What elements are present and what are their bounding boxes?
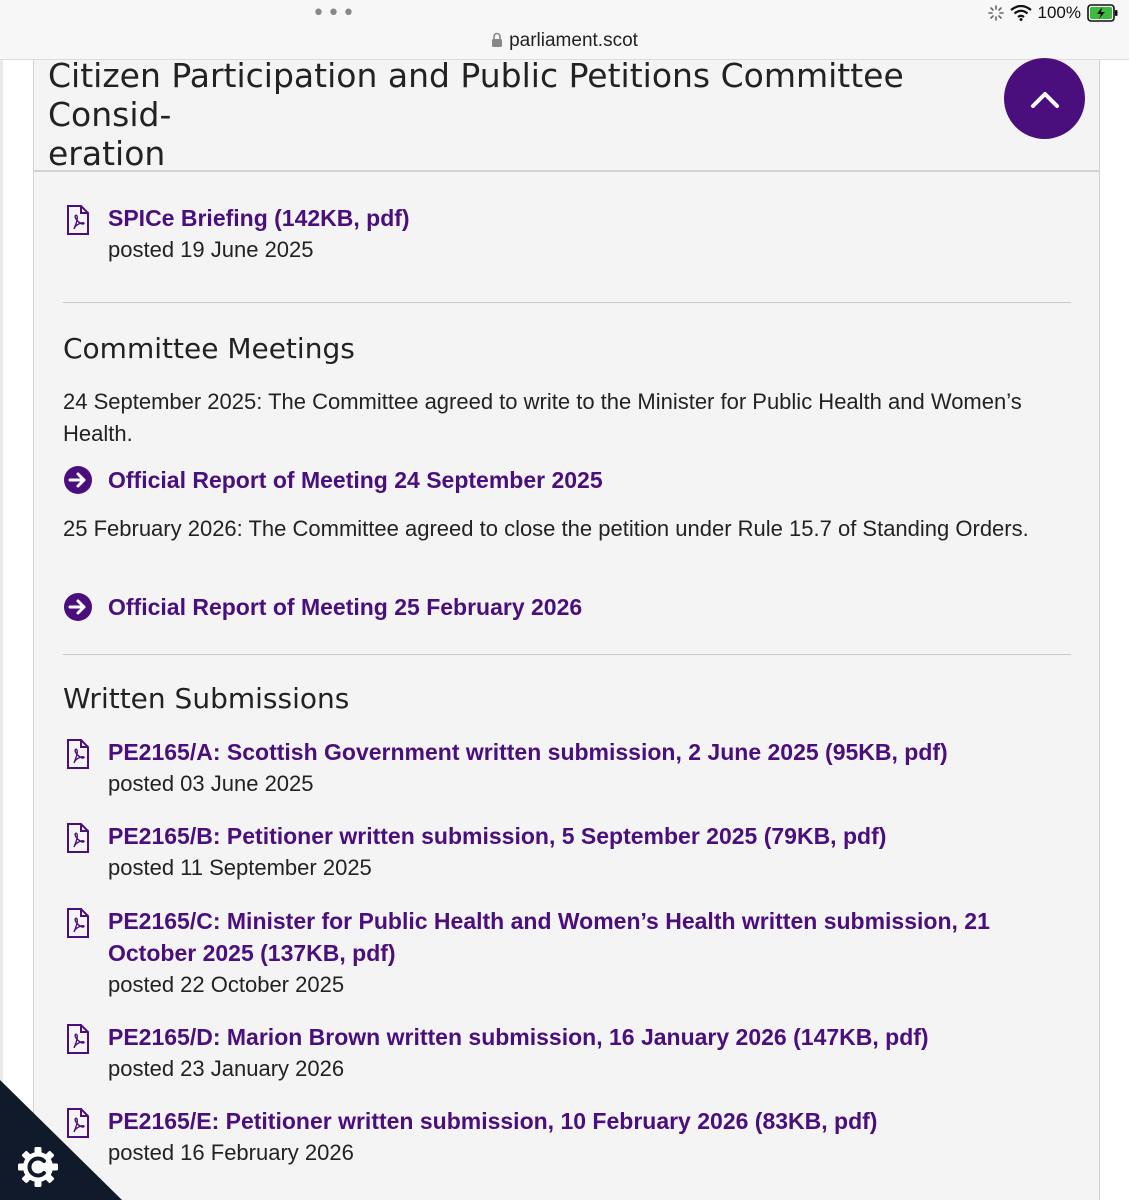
lock-icon: [491, 32, 503, 48]
posted-date: posted 03 June 2025: [108, 771, 314, 796]
posted-date: posted 11 September 2025: [108, 855, 372, 880]
activity-spinner-icon: [988, 5, 1004, 21]
posted-date: posted 23 January 2026: [108, 1056, 345, 1081]
submission-link[interactable]: PE2165/A: Scottish Government written submission, 2 June 2025 (95KB, pdf): [108, 739, 948, 765]
submission-link[interactable]: PE2165/C: Minister for Public Health and Women’s Health written submission, 21 October 2025 (137KB, pdf): [108, 908, 990, 966]
divider: [63, 654, 1071, 655]
briefing-link[interactable]: SPICe Briefing (142KB, pdf): [108, 205, 410, 231]
arrow-circle-right-icon: [63, 592, 93, 622]
submission-item: [63, 905, 1063, 1001]
submission-link[interactable]: PE2165/B: Petitioner written submission, 5 September 2025 (79KB, pdf): [108, 823, 887, 849]
chevron-up-icon: [1030, 89, 1060, 109]
posted-date: posted 19 June 2025: [108, 237, 314, 262]
pdf-icon: [66, 823, 90, 853]
pdf-icon: [66, 739, 90, 769]
pdf-icon: [66, 1024, 90, 1054]
official-report-link-row[interactable]: [63, 464, 1063, 498]
pdf-icon: [66, 205, 90, 235]
submission-item: [63, 820, 1063, 884]
cookie-settings-button[interactable]: [0, 1080, 122, 1200]
browser-menu-dots[interactable]: •••: [312, 1, 357, 26]
browser-status-bar: [0, 0, 1129, 60]
meeting-summary: 25 February 2026: The Committee agreed to close the petition under Rule 15.7 of Standing Orders.: [63, 516, 1029, 541]
submission-item: [63, 736, 1063, 800]
pdf-icon: [66, 908, 90, 938]
cookie-settings-icon: [18, 1147, 58, 1187]
submission-item: [63, 1021, 1063, 1085]
committee-meetings-heading: Committee Meetings: [63, 332, 355, 365]
submission-link[interactable]: PE2165/D: Marion Brown written submission, 16 January 2026 (147KB, pdf): [108, 1024, 929, 1050]
panel-header: [34, 56, 1099, 173]
address-bar[interactable]: [0, 30, 1129, 52]
submission-link[interactable]: PE2165/E: Petitioner written submission, 10 February 2026 (83KB, pdf): [108, 1108, 878, 1134]
divider: [63, 302, 1071, 303]
wifi-icon: [1010, 5, 1032, 21]
system-status: [988, 3, 1119, 23]
posted-date: posted 22 October 2025: [108, 972, 345, 997]
meeting-summary: 24 September 2025: The Committee agreed to write to the Minister for Public Health and Women’s Health.: [63, 389, 1022, 446]
scroll-to-top-button[interactable]: [1004, 58, 1085, 139]
panel-title: Citizen Participation and Public Petitions Committee Consid- eration: [48, 56, 904, 173]
arrow-circle-right-icon: [63, 465, 93, 495]
submission-item: [63, 1105, 1063, 1169]
battery-icon: [1087, 4, 1119, 22]
posted-date: posted 16 February 2026: [108, 1140, 354, 1165]
committee-consideration-panel: [33, 56, 1100, 1200]
briefing-document: [63, 202, 1063, 266]
official-report-link-row[interactable]: [63, 591, 1063, 625]
official-report-link[interactable]: Official Report of Meeting 24 September 2025: [108, 467, 603, 493]
page: [0, 56, 1129, 1200]
battery-percent: 100%: [1037, 3, 1081, 22]
url-text: parliament.scot: [509, 30, 638, 51]
written-submissions-heading: Written Submissions: [63, 682, 350, 715]
page-left-edge: [0, 60, 3, 1200]
official-report-link[interactable]: Official Report of Meeting 25 February 2026: [108, 594, 583, 620]
